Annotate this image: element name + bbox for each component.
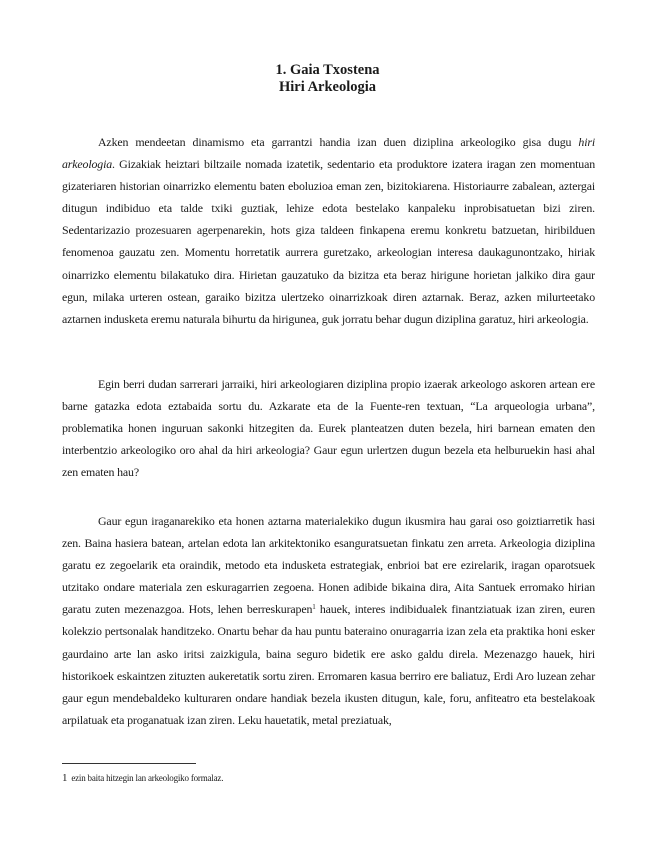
document-subtitle: Hiri Arkeologia bbox=[278, 79, 377, 95]
paragraph-1-italic-term: hiri arkeologia bbox=[62, 135, 595, 172]
paragraph-3-text-start: Gaur egun iraganarekiko eta honen aztarna materialekiko dugun ikusmira hau garai oso goiztiarretik hasi zen. Baina hasiera batean, artelan edota lan arkitektoniko esanguratsuetan finkatu zen arreta. Arkeologia diziplina garatu ez zegoelarik eta oraindik, metodo eta indusketa estrategiak, enbrioi bat ere ezirelarik, iragan oparotsuek utzitako ondare materiala zen eskuragarrien zegoena. Honen adibide bikaina dira, Aita Santuek erromako hirian garatu zuten mezenazgoa. Hots, lehen berreskurapen bbox=[62, 514, 595, 617]
paragraph-1-text-start: Azken mendeetan dinamismo eta garrantzi handia izan duen diziplina arkeologiko gisa dugu bbox=[98, 135, 579, 149]
paragraph-3 bbox=[62, 510, 595, 731]
paragraph-1 bbox=[62, 131, 595, 330]
footnote-reference[interactable]: 1 bbox=[312, 603, 316, 612]
footnote-separator bbox=[62, 763, 196, 764]
footnote bbox=[62, 772, 223, 784]
document-title: 1. Gaia Txostena bbox=[275, 62, 380, 78]
footnote-number: 1 bbox=[62, 772, 68, 784]
paragraph-3-text-end: hauek, interes indibidualek finantziatuak izan ziren, euren kolekzio pertsonalak handitzeko. Onartu behar da hau puntu bateraino onuragarria izan zela eta praktika honi esker gaurdaino arte lan asko iritsi zaizkigula, baina seguro bidetik ere asko galdu direla. Mezenazgo hauek, hiri historikoek eskaintzen zituzten aukeretatik sortu ziren. Erromaren kasua berriro ere baliatuz, Erdi Aro luzean zehar gaur egun mendebaldeko kulturaren ondare handiak bezela ikusten ditugun, kale, foru, anfiteatro eta bestelakoak arpilatuak eta proganatuak izan ziren. Leku hauetatik, metal preziatuak, bbox=[62, 602, 595, 727]
footnote-text: ezin baita hitzegin lan arkeologiko formalaz. bbox=[71, 773, 224, 783]
paragraph-1-text-end: . Gizakiak heiztari biltzaile nomada izatetik, sedentario eta produktore izatera iragan zen momentuan gizateriaren historian oinarrizko elementu baten eboluzioa eman zen, bizitokiarena. Historiaurre zabalean, aztergai ditugun indibiduo eta talde txiki guztiak, lehize edota bestelako kanpaleku inprobisatuetan bizi ziren. Sedentarizazio prozesuaren agerpenarekin, hots giza taldeen finkapena eremu konkretu batzuetan, hiribilduen fenomenoa gauzatu zen. Momentu horretatik aurrera guretzako, arkeologian interesa daukagunontzako, hiriak oinarrizko elementu bilakatuko dira. Hirietan gauzatuko da bizitza eta beraz hirigune horietan jalkiko dira gaur egun, milaka urteren ostean, garaiko bizitza ulertzeko oinarrizkoak diren aztarnak. Beraz, azken milurteetako aztarnen indusketa eremu naturala bihurtu da hirigunea, guk jorratu behar dugun diziplina garatuz, hiri arkeologia. bbox=[62, 157, 595, 326]
paragraph-2: Egin berri dudan sarrerari jarraiki, hiri arkeologiaren diziplina propio izaerak arkeologo askoren artean ere barne gatazka edota eztabaida sortu du. Azkarate eta de la Fuente-ren textuan, “La arqueologia urbana”, problematika honen inguruan sakonki hitzegiten da. Eurek planteatzen duten bezela, hiri barnean ematen den interbentzio arkeologiko oro ahal da hiri arkeologia? Gaur egun urlertzen dugun bezela eta helburuekin hasi ahal zen ematen hau? bbox=[62, 377, 595, 480]
